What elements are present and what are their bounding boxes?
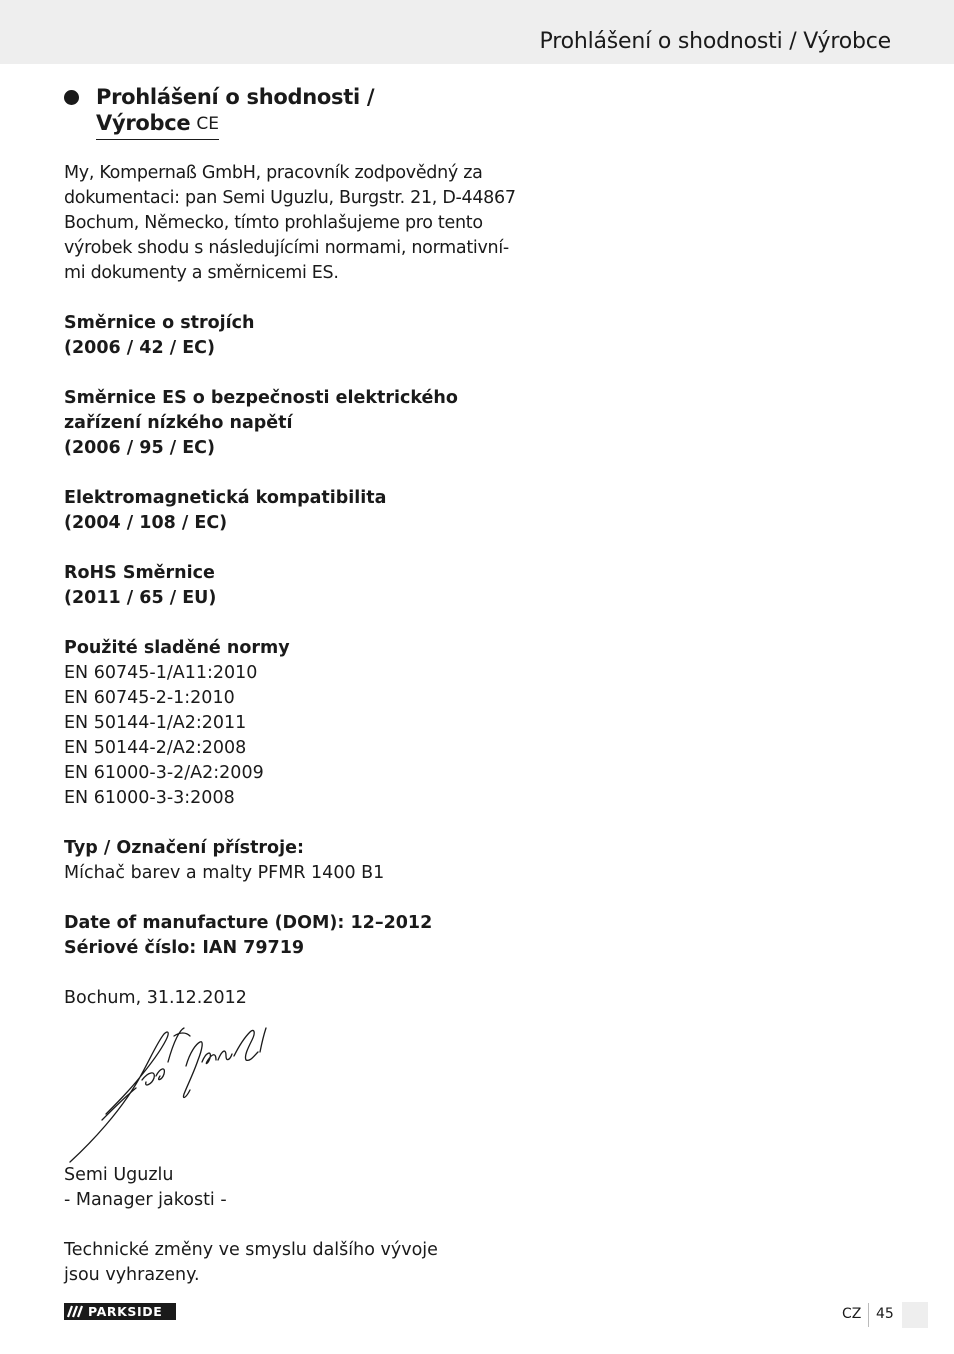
directive-line: Směrnice o strojích [64,313,255,333]
directive-line: Elektromagnetická kompatibilita [64,488,387,508]
standards-title: Použité sladěné normy [64,638,290,658]
section-heading [96,84,374,140]
standard-item: EN 50144-1/A2:2011 [64,713,247,733]
section-heading-line1: Prohlášení o shodnosti / [96,85,375,109]
intro-line: výrobek shodu s následujícími normami, normativní- [64,238,509,258]
manufacture-date: Date of manufacture (DOM): 12–2012 [64,913,433,933]
signer-name: Semi Uguzlu [64,1165,174,1185]
footer-language: CZ [842,1306,862,1322]
signature-image [64,1022,274,1167]
directive-line: zařízení nízkého napětí [64,413,293,433]
closing-line: Technické změny ve smyslu dalšího vývoje [64,1240,438,1260]
logo-slashes-icon [64,1303,84,1320]
intro-line: mi dokumenty a směrnicemi ES. [64,263,339,283]
directive-line: (2004 / 108 / EC) [64,513,228,533]
directive-line: (2006 / 42 / EC) [64,338,216,358]
directive-machinery [64,311,474,361]
section-heading-line2: Výrobce [96,111,191,135]
signer-block [64,1163,474,1313]
manufacture-block [64,911,474,961]
intro-line: dokumentaci: pan Semi Uguzlu, Burgstr. 21, D-44867 [64,188,516,208]
intro-line: Bochum, Německo, tímto prohlašujeme pro tento [64,213,483,233]
logo-brand-text: PARKSIDE [88,1304,163,1319]
standard-item: EN 60745-2-1:2010 [64,688,235,708]
place-date: Bochum, 31.12.2012 [64,988,247,1008]
directive-line: Směrnice ES o bezpečnosti elektrického [64,388,458,408]
device-block [64,836,474,886]
declaration-body [64,161,516,1036]
standards-block [64,636,474,811]
signer-role: - Manager jakosti - [64,1190,227,1210]
section-bullet-icon [64,90,79,105]
closing-paragraph [64,1238,474,1288]
directive-low-voltage [64,386,474,461]
standard-item: EN 61000-3-2/A2:2009 [64,763,264,783]
footer-page-number: 45 [876,1306,894,1322]
ce-mark-icon: CE [196,114,219,134]
section-heading-line2-wrap [96,110,219,140]
footer-page-tab [902,1302,928,1328]
directive-line: (2011 / 65 / EU) [64,588,217,608]
standard-item: EN 50144-2/A2:2008 [64,738,247,758]
directive-line: RoHS Směrnice [64,563,215,583]
parkside-logo [64,1303,176,1320]
place-date-block [64,986,474,1011]
page-header-title: Prohlášení o shodnosti / Výrobce [539,29,891,54]
device-value: Míchač barev a malty PFMR 1400 B1 [64,863,385,883]
serial-number: Sériové číslo: IAN 79719 [64,938,305,958]
intro-line: My, Kompernaß GmbH, pracovník zodpovědný za [64,163,483,183]
directive-emc [64,486,474,536]
footer-divider [868,1303,869,1327]
device-title: Typ / Označení přístroje: [64,838,304,858]
standard-item: EN 60745-1/A11:2010 [64,663,258,683]
standard-item: EN 61000-3-3:2008 [64,788,235,808]
intro-paragraph [64,161,516,286]
closing-line: jsou vyhrazeny. [64,1265,200,1285]
directive-line: (2006 / 95 / EC) [64,438,216,458]
signer-paragraph [64,1163,474,1213]
directive-rohs [64,561,474,611]
